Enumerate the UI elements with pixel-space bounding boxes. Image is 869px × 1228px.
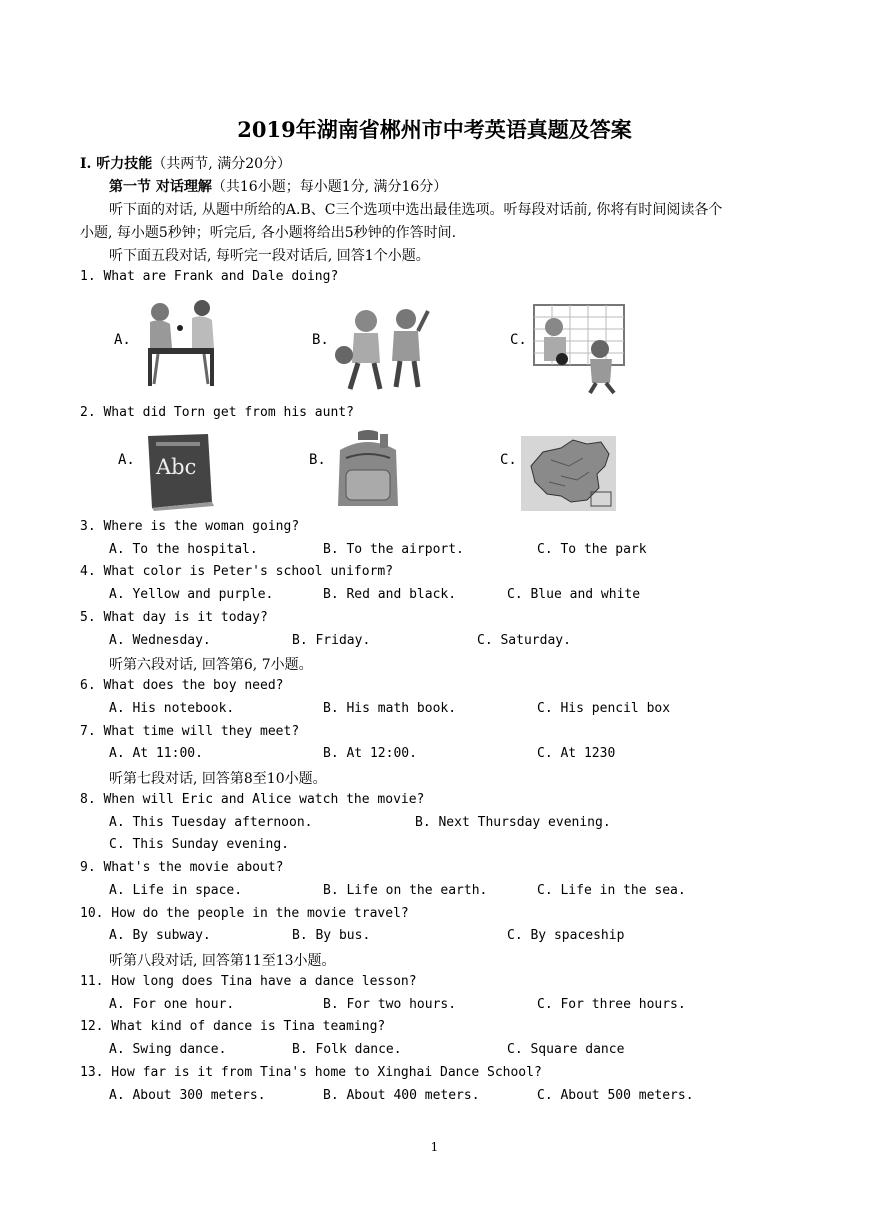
option-a: A. Life in space.: [109, 883, 243, 898]
section-heading-note: （共两节, 满分20分）: [152, 156, 292, 172]
option-a: A. About 300 meters.: [109, 1088, 266, 1103]
option-c: C. Life in the sea.: [537, 883, 686, 898]
dialogue-instruction: 听第七段对话, 回答第8至10小题。: [109, 771, 327, 787]
option-a: A. Wednesday.: [109, 633, 211, 648]
part-heading: [109, 176, 447, 196]
question-stem: 11. How long does Tina have a dance lesson?: [80, 974, 417, 989]
option-label: B.: [312, 332, 329, 348]
instruction-line: 听下面的对话, 从题中所给的A.B、C三个选项中选出最佳选项。听每段对话前, 你将有时间阅读各个: [109, 202, 723, 218]
option-c: C. By spaceship: [507, 928, 625, 943]
question-stem: 13. How far is it from Tina's home to Xinghai Dance School?: [80, 1065, 542, 1080]
soccer-picture: [532, 303, 627, 395]
option-a: A. To the hospital.: [109, 542, 258, 557]
option-b: B. Folk dance.: [292, 1042, 402, 1057]
option-a: A. This Tuesday afternoon.: [109, 815, 313, 830]
option-label: A.: [114, 332, 131, 348]
question-stem: 3. Where is the woman going?: [80, 519, 300, 534]
option-b: B. For two hours.: [323, 997, 457, 1012]
option-label: C.: [500, 452, 517, 468]
option-b: B. By bus.: [292, 928, 371, 943]
option-c: C. Blue and white: [507, 587, 641, 602]
book-picture: [142, 432, 218, 512]
question-stem: 6. What does the boy need?: [80, 678, 284, 693]
part-heading-label: 第一节 对话理解: [109, 179, 212, 195]
question-stem: 8. When will Eric and Alice watch the movie?: [80, 792, 425, 807]
option-c: C. At 1230: [537, 746, 616, 761]
option-b: B. Next Thursday evening.: [415, 815, 611, 830]
page-title: 2019年湖南省郴州市中考英语真题及答案: [237, 117, 632, 142]
option-label: A.: [118, 452, 135, 468]
option-a: A. By subway.: [109, 928, 211, 943]
dialogue-instruction: 听第六段对话, 回答第6, 7小题。: [109, 657, 313, 673]
section-heading-label: I. 听力技能: [80, 156, 153, 172]
question-stem: 9. What's the movie about?: [80, 860, 284, 875]
option-a: A. Swing dance.: [109, 1042, 227, 1057]
option-a: A. His notebook.: [109, 701, 235, 716]
option-label: B.: [309, 452, 326, 468]
question-stem: 7. What time will they meet?: [80, 724, 300, 739]
part-heading-note: （共16小题；每小题1分, 满分16分）: [211, 179, 448, 195]
option-c: C. For three hours.: [537, 997, 686, 1012]
option-a: A. At 11:00.: [109, 746, 203, 761]
option-c: C. About 500 meters.: [537, 1088, 694, 1103]
section-heading: [80, 153, 291, 173]
backpack-picture: [330, 430, 406, 510]
question-stem: 5. What day is it today?: [80, 610, 268, 625]
option-a: A. For one hour.: [109, 997, 235, 1012]
basketball-picture: [330, 305, 430, 395]
book-cover-text: Abc: [156, 455, 197, 479]
instruction-line: 小题, 每小题5秒钟；听完后, 各小题将给出5秒钟的作答时间.: [80, 225, 457, 241]
page-number: 1: [430, 1140, 439, 1154]
instruction-line: 听下面五段对话, 每听完一段对话后, 回答1个小题。: [109, 248, 430, 264]
option-b: B. Red and black.: [323, 587, 457, 602]
dialogue-instruction: 听第八段对话, 回答第11至13小题。: [109, 953, 336, 969]
table-tennis-picture: [140, 298, 230, 388]
question-stem: 10. How do the people in the movie travel?: [80, 906, 409, 921]
question-stem: 4. What color is Peter's school uniform?: [80, 564, 394, 579]
option-b: B. Life on the earth.: [323, 883, 488, 898]
option-b: B. Friday.: [292, 633, 371, 648]
question-stem: 12. What kind of dance is Tina teaming?: [80, 1019, 386, 1034]
option-c: C. To the park: [537, 542, 647, 557]
option-c: C. This Sunday evening.: [109, 837, 290, 852]
option-b: B. His math book.: [323, 701, 457, 716]
option-c: C. Square dance: [507, 1042, 625, 1057]
option-c: C. Saturday.: [477, 633, 571, 648]
question-stem: 1. What are Frank and Dale doing?: [80, 269, 339, 284]
option-b: B. About 400 meters.: [323, 1088, 480, 1103]
option-b: B. At 12:00.: [323, 746, 417, 761]
option-a: A. Yellow and purple.: [109, 587, 274, 602]
map-picture: [521, 436, 616, 511]
question-stem: 2. What did Torn get from his aunt?: [80, 405, 354, 420]
option-b: B. To the airport.: [323, 542, 464, 557]
option-c: C. His pencil box: [537, 701, 671, 716]
option-label: C.: [510, 332, 527, 348]
